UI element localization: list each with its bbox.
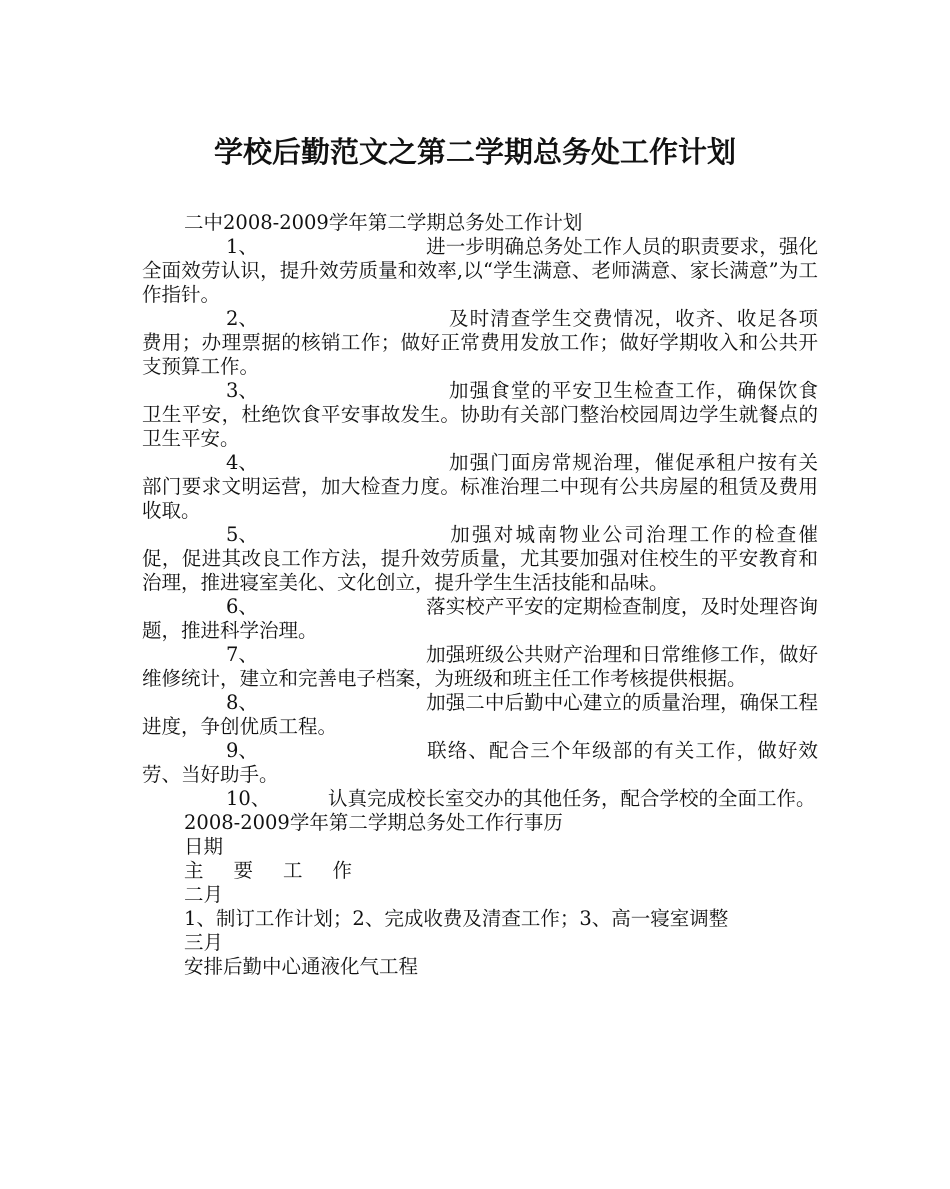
plan-item-9 <box>142 739 818 787</box>
calendar-work: 安排后勤中心通液化气工程 <box>184 955 419 978</box>
calendar-month: 二月 <box>184 883 224 906</box>
item-text: 及时清查学生交费情况，收齐、收足各项费用；办理票据的核销工作；做好正常费用发放工作；做好学期收入和公共开支预算工作。 <box>142 307 818 378</box>
item-number: 6、 <box>226 595 258 618</box>
calendar-month: 三月 <box>184 931 224 954</box>
item-text: 联络、配合三个年级部的有关工作，做好效劳、当好助手。 <box>142 739 818 786</box>
plan-subtitle: 二中2008-2009学年第二学期总务处工作计划 <box>184 211 583 234</box>
item-number: 4、 <box>226 451 258 474</box>
item-text: 加强对城南物业公司治理工作的检查催促，促进其改良工作方法，提升效劳质量，尤其要加强对住校生的平安教育和治理，推进寝室美化、文化创立，提升学生生活技能和品味。 <box>142 523 818 594</box>
item-number: 10、 <box>226 787 271 810</box>
plan-item-7 <box>142 643 818 691</box>
plan-item-5 <box>142 523 818 595</box>
item-number: 9、 <box>226 739 258 762</box>
plan-item-10 <box>142 787 818 811</box>
item-text: 加强班级公共财产治理和日常维修工作，做好维修统计，建立和完善电子档案，为班级和班主任工作考核提供根据。 <box>142 643 818 690</box>
plan-item-3 <box>142 379 818 451</box>
item-text: 加强门面房常规治理，催促承租户按有关部门要求文明运营，加大检查力度。标准治理二中现有公共房屋的租赁及费用收取。 <box>142 451 818 522</box>
calendar-col-main: 主要工作 <box>184 859 383 882</box>
item-text: 落实校产平安的定期检查制度，及时处理咨询题，推进科学治理。 <box>142 595 818 642</box>
item-text: 进一步明确总务处工作人员的职责要求，强化全面效劳认识，提升效劳质量和效率,以“学生满意、老师满意、家长满意”为工作指针。 <box>142 235 818 306</box>
plan-item-4 <box>142 451 818 523</box>
item-text: 加强二中后勤中心建立的质量治理，确保工程进度，争创优质工程。 <box>142 691 818 738</box>
item-number: 7、 <box>226 643 258 666</box>
calendar-title: 2008-2009学年第二学期总务处工作行事历 <box>184 811 563 834</box>
item-number: 5、 <box>226 523 258 546</box>
plan-item-2 <box>142 307 818 379</box>
calendar-col-date: 日期 <box>184 835 224 858</box>
item-number: 3、 <box>226 379 258 402</box>
plan-item-8 <box>142 691 818 739</box>
document-body <box>142 211 818 979</box>
calendar-work: 1、制订工作计划；2、完成收费及清查工作；3、高一寝室调整 <box>184 907 729 930</box>
item-number: 8、 <box>226 691 258 714</box>
item-text: 加强食堂的平安卫生检查工作，确保饮食卫生平安，杜绝饮食平安事故发生。协助有关部门整治校园周边学生就餐点的卫生平安。 <box>142 379 818 450</box>
plan-item-6 <box>142 595 818 643</box>
item-text: 认真完成校长室交办的其他任务，配合学校的全面工作。 <box>328 787 816 810</box>
item-number: 2、 <box>226 307 258 330</box>
item-number: 1、 <box>226 235 258 258</box>
document-title: 学校后勤范文之第二学期总务处工作计划 <box>213 135 736 169</box>
plan-item-1 <box>142 235 818 307</box>
